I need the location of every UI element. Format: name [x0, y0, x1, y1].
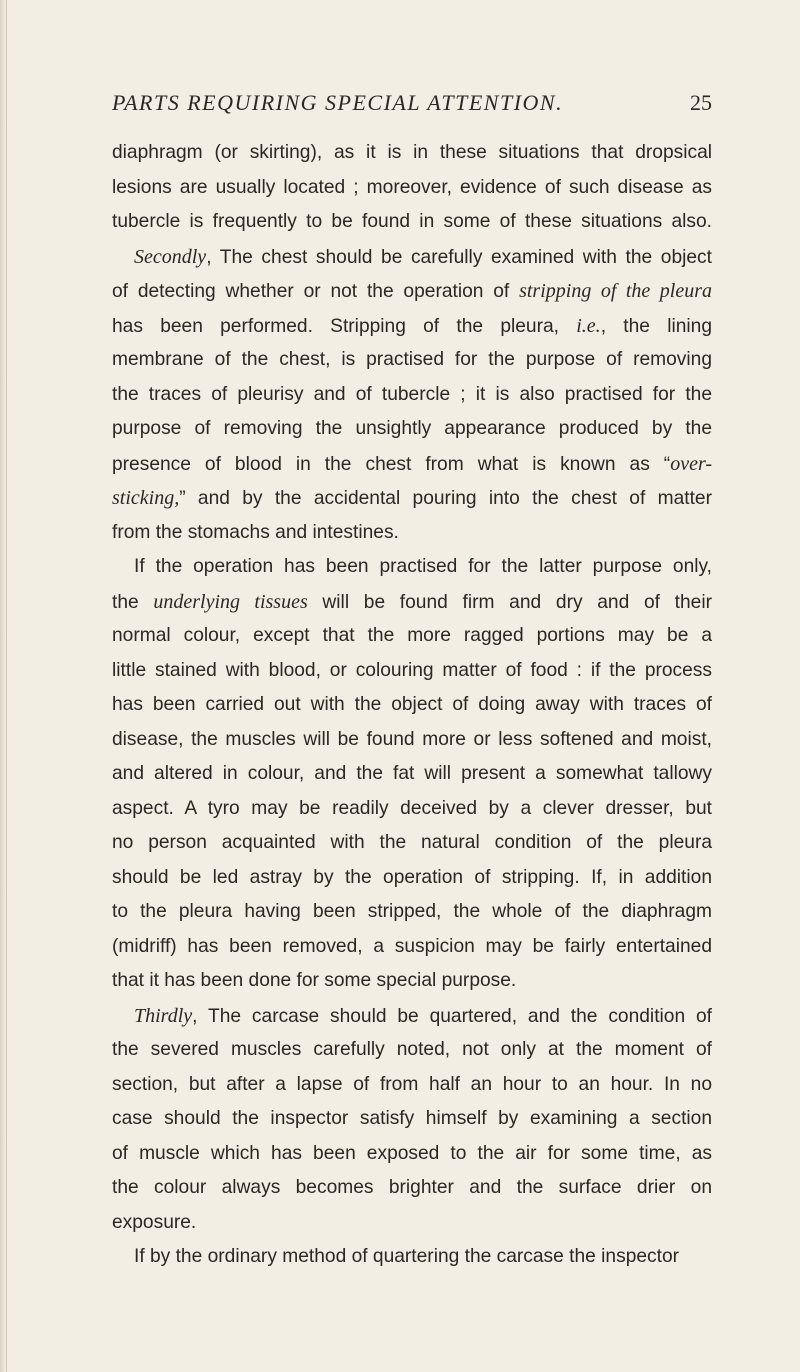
- text-run: should be led astray by the operation of stripping. If, in addition: [112, 866, 712, 888]
- text-run: of detecting whether or not the operation of: [112, 281, 520, 302]
- text-line: [112, 1102, 712, 1137]
- italic-text: underlying tissues: [153, 590, 308, 613]
- text-run: membrane of the chest, is practised for the purpose of removing: [112, 349, 712, 370]
- text-run: , the lining: [600, 315, 712, 337]
- text-run: from the stomachs and intestines.: [112, 521, 399, 543]
- text-line: [112, 550, 712, 585]
- text-run: exposure.: [112, 1211, 197, 1233]
- page-number: 25: [690, 90, 712, 115]
- text-run: the colour always becomes brighter and the surface drier on: [112, 1177, 712, 1198]
- text-run: section, but after a lapse of from half an hour to an hour. In no: [112, 1073, 712, 1095]
- text-line: [112, 619, 712, 654]
- text-line: [112, 930, 712, 965]
- text-run: (midriff) has been removed, a suspicion may be fairly entertained: [112, 935, 712, 957]
- text-line: [112, 861, 712, 896]
- text-run: has been carried out with the object of doing away with traces of: [112, 694, 712, 715]
- text-line: [112, 240, 712, 275]
- text-line: [112, 171, 712, 206]
- text-line: [112, 723, 712, 758]
- text-run: , The chest should be carefully examined with the object: [206, 246, 712, 268]
- italic-text: Thirdly: [134, 1004, 193, 1027]
- running-head: PARTS REQUIRING SPECIAL ATTENTION.: [112, 90, 564, 115]
- text-run: diaphragm (or skirting), as it is in these situations that dropsical: [112, 142, 712, 163]
- text-line: [112, 585, 712, 620]
- text-line: [112, 136, 712, 171]
- text-line: [112, 481, 712, 516]
- text-line: [112, 757, 712, 792]
- text-run: and altered in colour, and the fat will present a somewhat tallowy: [112, 763, 712, 784]
- text-line: [112, 826, 712, 861]
- text-run: normal colour, except that the more ragged portions may be a: [112, 625, 712, 646]
- text-line: [112, 1171, 712, 1206]
- text-line: [112, 378, 712, 413]
- text-run: purpose of removing the unsightly appearance produced by the: [112, 418, 712, 439]
- text-line: [112, 205, 712, 240]
- text-run: the traces of pleurisy and of tubercle ; it is also practised for the: [112, 383, 712, 405]
- text-run: of muscle which has been exposed to the air for some time, as: [112, 1142, 712, 1164]
- text-run: presence of blood in the chest from what is known as “: [112, 453, 671, 475]
- italic-text: Secondly: [134, 245, 207, 268]
- text-line: [112, 274, 712, 309]
- text-line: [112, 964, 712, 999]
- text-run: the: [112, 591, 154, 613]
- text-run: little stained with blood, or colouring matter of food : if the process: [112, 659, 712, 681]
- page-header: [112, 90, 712, 120]
- italic-text: i.e.: [576, 314, 601, 337]
- text-line: [112, 516, 712, 551]
- text-line: [112, 343, 712, 378]
- italic-text: over-: [670, 452, 712, 475]
- text-line: [112, 412, 712, 447]
- text-run: to the pleura having been stripped, the whole of the diaphragm: [112, 901, 712, 922]
- text-run: If by the ordinary method of quartering the carcase the inspector: [134, 1246, 680, 1267]
- text-line: [112, 654, 712, 689]
- text-line: [112, 999, 712, 1034]
- text-run: tubercle is frequently to be found in some of these situations also.: [112, 211, 712, 232]
- italic-text: stripping of the pleura: [519, 280, 712, 302]
- text-line: [112, 1068, 712, 1103]
- page-fold-line: [6, 0, 7, 1372]
- text-run: , The carcase should be quartered, and the condition of: [192, 1005, 712, 1027]
- text-run: disease, the muscles will be found more or less softened and moist,: [112, 728, 712, 750]
- text-run: ” and by the accidental pouring into the chest of matter: [179, 488, 712, 509]
- text-line: [112, 688, 712, 723]
- italic-text: sticking,: [112, 487, 180, 509]
- text-run: If the operation has been practised for the latter purpose only,: [134, 556, 712, 577]
- text-line: [112, 1137, 712, 1172]
- text-run: the severed muscles carefully noted, not only at the moment of: [112, 1039, 712, 1060]
- text-run: case should the inspector satisfy himself by examining a section: [112, 1108, 712, 1129]
- text-line: [112, 895, 712, 930]
- text-line: [112, 1206, 712, 1241]
- text-run: that it has been done for some special purpose.: [112, 970, 517, 991]
- text-line: [112, 1240, 712, 1275]
- text-line: [112, 1033, 712, 1068]
- body-text: [112, 136, 712, 1275]
- text-line: [112, 792, 712, 827]
- text-line: [112, 309, 712, 344]
- text-run: lesions are usually located ; moreover, evidence of such disease as: [112, 176, 712, 198]
- text-run: has been performed. Stripping of the pleura,: [112, 315, 577, 337]
- text-run: will be found firm and dry and of their: [307, 591, 712, 613]
- text-run: aspect. A tyro may be readily deceived by a clever dresser, but: [112, 797, 712, 819]
- text-line: [112, 447, 712, 482]
- text-run: no person acquainted with the natural condition of the pleura: [112, 832, 712, 853]
